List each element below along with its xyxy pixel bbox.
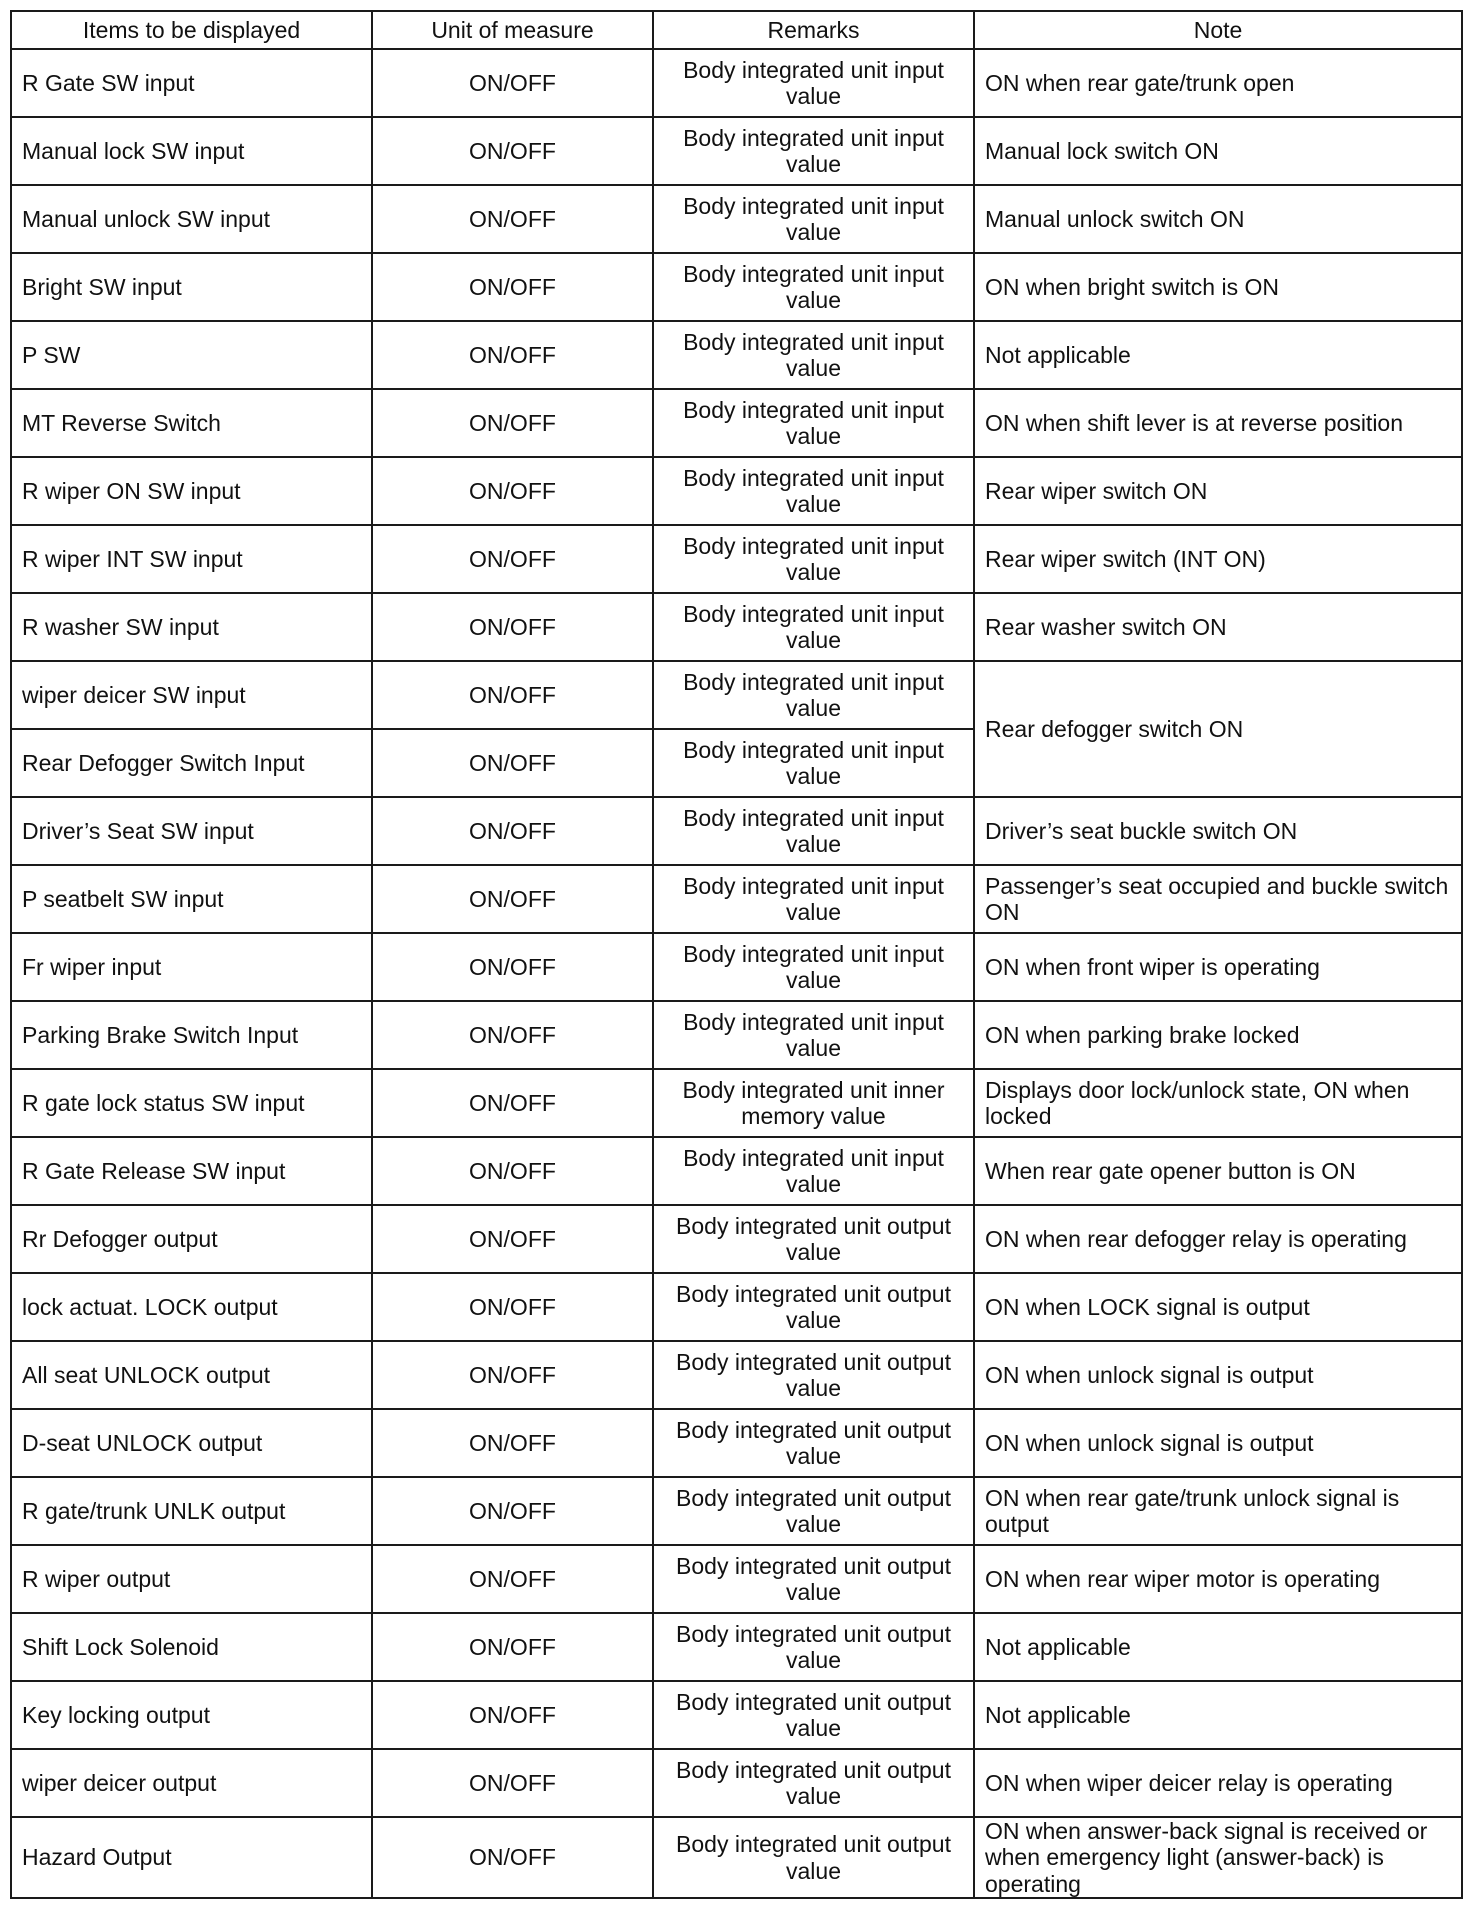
table-row	[11, 117, 1462, 185]
table-row	[11, 1545, 1462, 1613]
remarks-cell: Body integrated unit input value	[653, 661, 974, 729]
item-cell: Hazard Output	[11, 1817, 372, 1898]
table-row	[11, 1409, 1462, 1477]
table-body	[11, 49, 1462, 1898]
unit-cell: ON/OFF	[372, 933, 653, 1001]
remarks-cell: Body integrated unit input value	[653, 797, 974, 865]
table-row	[11, 389, 1462, 457]
note-cell: ON when unlock signal is output	[974, 1409, 1462, 1477]
table-row	[11, 1069, 1462, 1137]
unit-cell: ON/OFF	[372, 1681, 653, 1749]
header-items: Items to be displayed	[11, 11, 372, 49]
note-cell: Rear washer switch ON	[974, 593, 1462, 661]
remarks-cell: Body integrated unit output value	[653, 1341, 974, 1409]
header-remarks: Remarks	[653, 11, 974, 49]
unit-cell: ON/OFF	[372, 49, 653, 117]
unit-cell: ON/OFF	[372, 1817, 653, 1898]
remarks-cell: Body integrated unit input value	[653, 525, 974, 593]
remarks-cell: Body integrated unit input value	[653, 729, 974, 797]
remarks-cell: Body integrated unit output value	[653, 1749, 974, 1817]
remarks-cell: Body integrated unit inner memory value	[653, 1069, 974, 1137]
remarks-cell: Body integrated unit input value	[653, 185, 974, 253]
note-cell: ON when answer-back signal is received or when emergency light (answer-back) is operating	[974, 1817, 1462, 1898]
remarks-cell: Body integrated unit output value	[653, 1205, 974, 1273]
note-cell: Rear wiper switch (INT ON)	[974, 525, 1462, 593]
note-cell: ON when unlock signal is output	[974, 1341, 1462, 1409]
remarks-cell: Body integrated unit output value	[653, 1681, 974, 1749]
item-cell: R wiper output	[11, 1545, 372, 1613]
unit-cell: ON/OFF	[372, 185, 653, 253]
unit-cell: ON/OFF	[372, 1545, 653, 1613]
unit-cell: ON/OFF	[372, 1341, 653, 1409]
remarks-cell: Body integrated unit input value	[653, 49, 974, 117]
unit-cell: ON/OFF	[372, 389, 653, 457]
header-row	[11, 11, 1462, 49]
note-cell: ON when front wiper is operating	[974, 933, 1462, 1001]
item-cell: Shift Lock Solenoid	[11, 1613, 372, 1681]
note-cell: Rear wiper switch ON	[974, 457, 1462, 525]
header-unit: Unit of measure	[372, 11, 653, 49]
table-row	[11, 525, 1462, 593]
unit-cell: ON/OFF	[372, 1205, 653, 1273]
item-cell: Rr Defogger output	[11, 1205, 372, 1273]
table-row	[11, 1613, 1462, 1681]
item-cell: D-seat UNLOCK output	[11, 1409, 372, 1477]
note-cell: ON when bright switch is ON	[974, 253, 1462, 321]
note-cell: Not applicable	[974, 1681, 1462, 1749]
unit-cell: ON/OFF	[372, 117, 653, 185]
item-cell: P SW	[11, 321, 372, 389]
note-cell: ON when rear wiper motor is operating	[974, 1545, 1462, 1613]
remarks-cell: Body integrated unit output value	[653, 1613, 974, 1681]
item-cell: Key locking output	[11, 1681, 372, 1749]
item-cell: R wiper ON SW input	[11, 457, 372, 525]
unit-cell: ON/OFF	[372, 865, 653, 933]
remarks-cell: Body integrated unit output value	[653, 1817, 974, 1898]
table-row	[11, 661, 1462, 729]
item-cell: Manual unlock SW input	[11, 185, 372, 253]
note-cell: Manual unlock switch ON	[974, 185, 1462, 253]
note-cell: Not applicable	[974, 321, 1462, 389]
table-row	[11, 1749, 1462, 1817]
remarks-cell: Body integrated unit input value	[653, 117, 974, 185]
unit-cell: ON/OFF	[372, 1477, 653, 1545]
table-row	[11, 1273, 1462, 1341]
table-row	[11, 933, 1462, 1001]
item-cell: All seat UNLOCK output	[11, 1341, 372, 1409]
item-cell: R Gate SW input	[11, 49, 372, 117]
note-cell: ON when rear gate/trunk open	[974, 49, 1462, 117]
remarks-cell: Body integrated unit output value	[653, 1545, 974, 1613]
note-cell: Manual lock switch ON	[974, 117, 1462, 185]
remarks-cell: Body integrated unit output value	[653, 1273, 974, 1341]
header-note: Note	[974, 11, 1462, 49]
table-header	[11, 11, 1462, 49]
unit-cell: ON/OFF	[372, 253, 653, 321]
item-cell: Fr wiper input	[11, 933, 372, 1001]
table-row	[11, 457, 1462, 525]
item-cell: P seatbelt SW input	[11, 865, 372, 933]
table-row	[11, 865, 1462, 933]
table-row	[11, 1817, 1462, 1898]
remarks-cell: Body integrated unit input value	[653, 933, 974, 1001]
item-cell: wiper deicer SW input	[11, 661, 372, 729]
remarks-cell: Body integrated unit input value	[653, 1001, 974, 1069]
unit-cell: ON/OFF	[372, 1273, 653, 1341]
note-cell: ON when LOCK signal is output	[974, 1273, 1462, 1341]
table-row	[11, 797, 1462, 865]
item-cell: Bright SW input	[11, 253, 372, 321]
table-row	[11, 1205, 1462, 1273]
table-row	[11, 1001, 1462, 1069]
note-cell: ON when wiper deicer relay is operating	[974, 1749, 1462, 1817]
note-cell: ON when parking brake locked	[974, 1001, 1462, 1069]
table-row	[11, 593, 1462, 661]
note-cell: ON when rear defogger relay is operating	[974, 1205, 1462, 1273]
item-cell: R gate lock status SW input	[11, 1069, 372, 1137]
table-row	[11, 1341, 1462, 1409]
item-cell: R wiper INT SW input	[11, 525, 372, 593]
remarks-cell: Body integrated unit output value	[653, 1409, 974, 1477]
table-row	[11, 253, 1462, 321]
data-table	[10, 10, 1463, 1899]
note-cell: ON when shift lever is at reverse position	[974, 389, 1462, 457]
table-row	[11, 321, 1462, 389]
note-cell: ON when rear gate/trunk unlock signal is output	[974, 1477, 1462, 1545]
note-cell: Displays door lock/unlock state, ON when locked	[974, 1069, 1462, 1137]
note-cell: Driver’s seat buckle switch ON	[974, 797, 1462, 865]
remarks-cell: Body integrated unit input value	[653, 389, 974, 457]
note-cell: Not applicable	[974, 1613, 1462, 1681]
remarks-cell: Body integrated unit input value	[653, 457, 974, 525]
item-cell: R washer SW input	[11, 593, 372, 661]
table-row	[11, 1137, 1462, 1205]
item-cell: Driver’s Seat SW input	[11, 797, 372, 865]
unit-cell: ON/OFF	[372, 661, 653, 729]
note-cell: Passenger’s seat occupied and buckle switch ON	[974, 865, 1462, 933]
item-cell: Rear Defogger Switch Input	[11, 729, 372, 797]
remarks-cell: Body integrated unit input value	[653, 253, 974, 321]
remarks-cell: Body integrated unit input value	[653, 321, 974, 389]
item-cell: R Gate Release SW input	[11, 1137, 372, 1205]
remarks-cell: Body integrated unit input value	[653, 865, 974, 933]
remarks-cell: Body integrated unit input value	[653, 1137, 974, 1205]
unit-cell: ON/OFF	[372, 525, 653, 593]
table-row	[11, 185, 1462, 253]
unit-cell: ON/OFF	[372, 1069, 653, 1137]
unit-cell: ON/OFF	[372, 1409, 653, 1477]
unit-cell: ON/OFF	[372, 729, 653, 797]
unit-cell: ON/OFF	[372, 1137, 653, 1205]
unit-cell: ON/OFF	[372, 797, 653, 865]
item-cell: Manual lock SW input	[11, 117, 372, 185]
unit-cell: ON/OFF	[372, 321, 653, 389]
unit-cell: ON/OFF	[372, 1613, 653, 1681]
item-cell: Parking Brake Switch Input	[11, 1001, 372, 1069]
remarks-cell: Body integrated unit output value	[653, 1477, 974, 1545]
note-cell: When rear gate opener button is ON	[974, 1137, 1462, 1205]
table-row	[11, 1681, 1462, 1749]
item-cell: MT Reverse Switch	[11, 389, 372, 457]
item-cell: wiper deicer output	[11, 1749, 372, 1817]
remarks-cell: Body integrated unit input value	[653, 593, 974, 661]
unit-cell: ON/OFF	[372, 1001, 653, 1069]
unit-cell: ON/OFF	[372, 1749, 653, 1817]
note-cell: Rear defogger switch ON	[974, 661, 1462, 797]
table-row	[11, 49, 1462, 117]
item-cell: lock actuat. LOCK output	[11, 1273, 372, 1341]
unit-cell: ON/OFF	[372, 593, 653, 661]
table-row	[11, 1477, 1462, 1545]
item-cell: R gate/trunk UNLK output	[11, 1477, 372, 1545]
unit-cell: ON/OFF	[372, 457, 653, 525]
